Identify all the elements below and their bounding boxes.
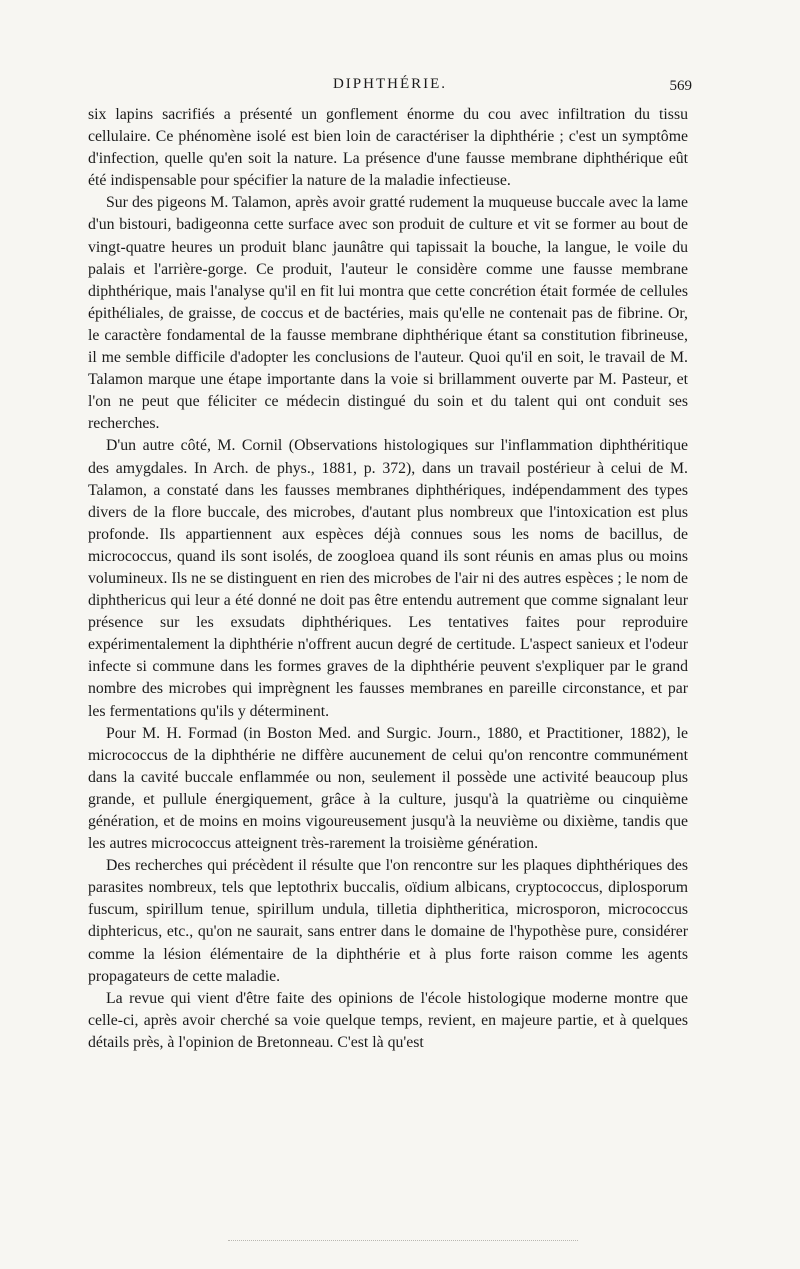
footer-rule: [228, 1240, 578, 1241]
page-header: [88, 76, 692, 100]
running-head: DIPHTHÉRIE.: [332, 76, 448, 92]
paragraph: La revue qui vient d'être faite des opinions de l'école histologique moderne montre que celle-ci, après avoir cherché sa voie quelque temps, revient, en majeure partie, et à quelques détails près, à l'opinion de Bretonneau. C'est là qu'est: [88, 989, 688, 1051]
paragraph: D'un autre côté, M. Cornil (Observations histologiques sur l'inflammation diphthéritique des amygdales. In Arch. de phys., 1881, p. 372), dans un travail postérieur à celui de M. Talamon, a constaté dans les fausses membranes diphthériques, indépendamment des types divers de la flore buccale, des microbes, d'autant plus nombreux que l'intoxication est plus profonde. Ils appartiennent aux espèces déjà connues sous les noms de bacillus, de micrococcus, quand ils sont isolés, de zoogloea quand ils sont réunis en amas plus ou moins volumineux. Ils ne se distinguent en rien des microbes de l'air ni des autres espèces ; le nom de diphthericus qui leur a été donné ne doit pas être entendu autrement que comme signalant leur présence sur les exsudats diphthériques. Les tentatives faites pour reproduire expérimentalement la diphthérie n'offrent aucun degré de certitude. L'aspect sanieux et l'odeur infecte si commune dans les formes graves de la diphthérie peuvent s'expliquer par le grand nombre des microbes qui imprègnent les fausses membranes en pareille circonstance, et par les fermentations qu'ils y déterminent.: [88, 437, 688, 720]
paragraph: Sur des pigeons M. Talamon, après avoir gratté rudement la muqueuse buccale avec la lame d'un bistouri, badigeonna cette surface avec son produit de culture et vit se former au bout de vingt-quatre heures un produit blanc jaunâtre qui tapissait la bouche, la langue, le voile du palais et l'arrière-gorge. Ce produit, l'auteur le considère comme une fausse membrane diphthérique, mais l'analyse qu'il en fit lui montra que cette concrétion était formée de cellules épithéliales, de graisse, de coccus et de bactéries, mais qu'elle ne contenait pas de fibrine. Or, le caractère fondamental de la fausse membrane diphthérique étant sa constitution fibrineuse, il me semble difficile d'adopter les conclusions de l'auteur. Quoi qu'il en soit, le travail de M. Talamon marque une étape importante dans la voie si brillamment ouverte par M. Pasteur, et l'on ne peut que féliciter ce médecin distingué du soin et du talent qui ont conduit ses recherches.: [88, 194, 688, 433]
paragraph: six lapins sacrifiés a présenté un gonflement énorme du cou avec infiltration du tissu cellulaire. Ce phénomène isolé est bien loin de caractériser la diphthérie ; c'est un symptôme d'infection, quelle qu'en soit la nature. La présence d'une fausse membrane diphthérique eût été indispensable pour spécifier la nature de la maladie infectieuse.: [88, 106, 688, 190]
paragraph: Des recherches qui précèdent il résulte que l'on rencontre sur les plaques diphthériques des parasites nombreux, tels que leptothrix buccalis, oïdium albicans, cryptococcus, diplosporum fuscum, spirillum tenue, spirillum undula, tilletia diphtheritica, microsporon, micrococcus diphtericus, etc., qu'on ne saurait, sans entrer dans le domaine de l'hypothèse pure, considérer comme la lésion élémentaire de la diphthérie et à plus forte raison comme les agents propagateurs de cette maladie.: [88, 857, 688, 985]
page-body: [88, 104, 688, 1054]
page-number: 569: [669, 78, 692, 94]
paragraph: Pour M. H. Formad (in Boston Med. and Surgic. Journ., 1880, et Practitioner, 1882), le micrococcus de la diphthérie ne diffère aucunement de celui qu'on rencontre communément dans la cavité buccale enflammée ou non, seulement il possède une activité beaucoup plus grande, et pullule énergiquement, grâce à la culture, jusqu'à la quatrième ou cinquième génération, et de moins en moins vigoureusement jusqu'à la neuvième ou dixième, tandis que les autres micrococcus atteignent très-rarement la troisième génération.: [88, 724, 688, 853]
